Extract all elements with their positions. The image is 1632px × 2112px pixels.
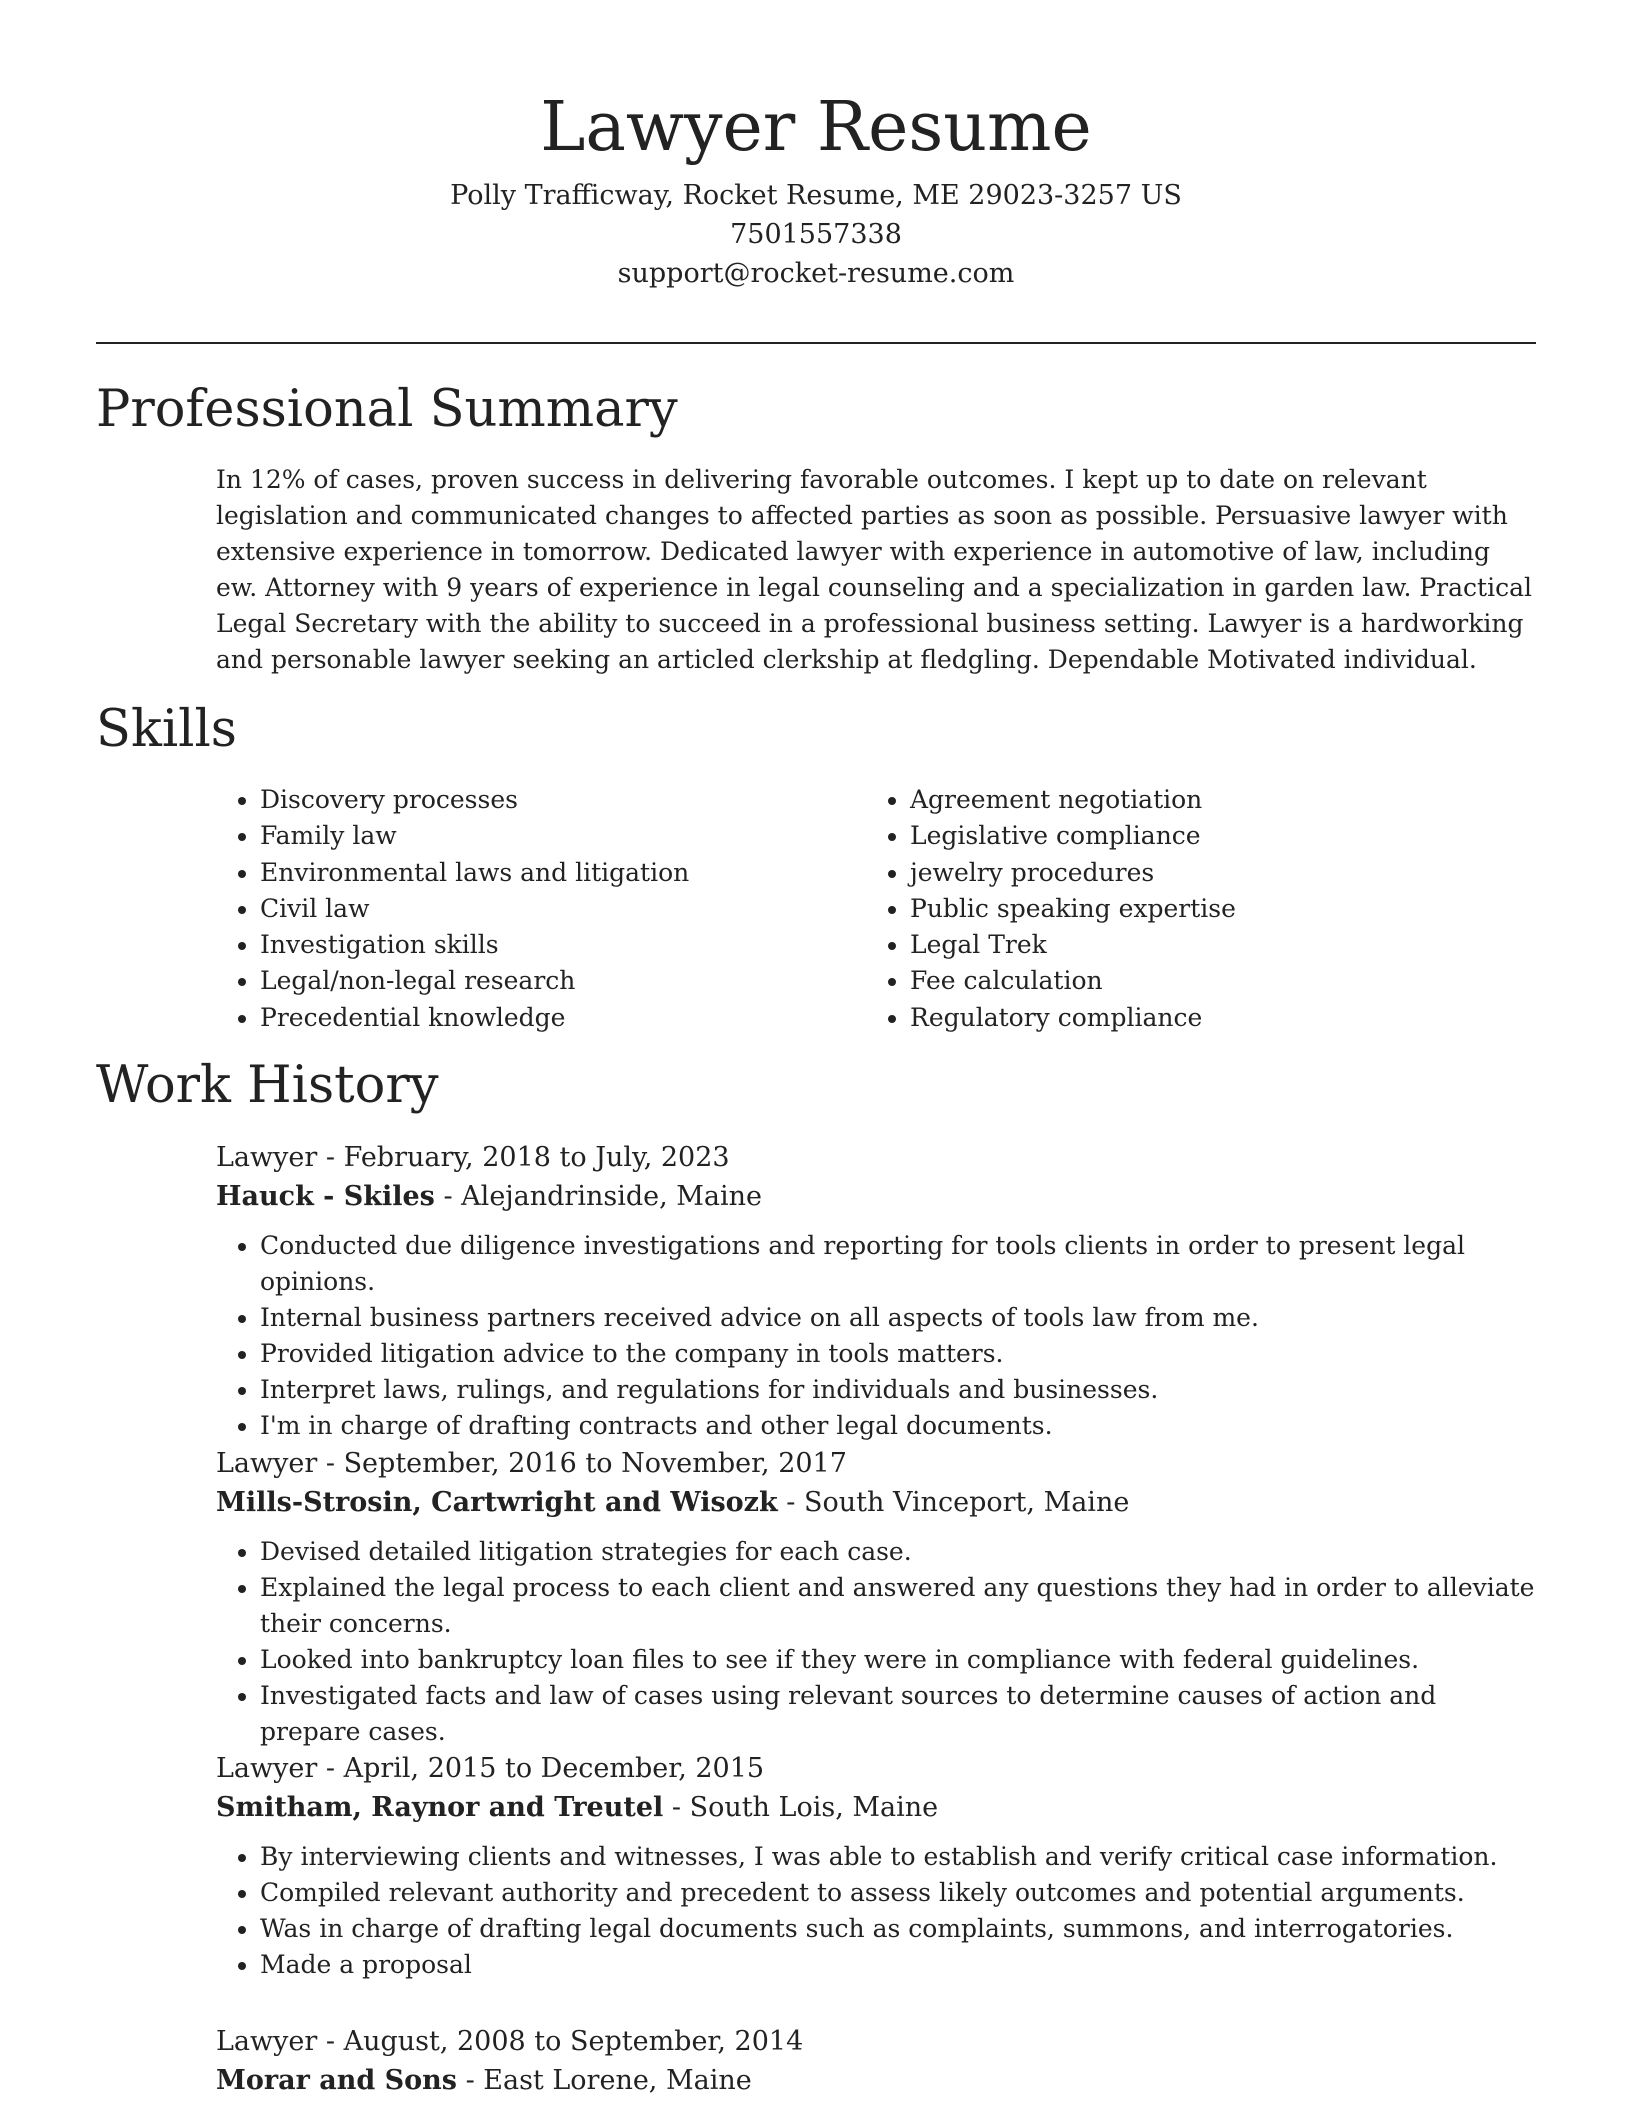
skill-item: • Regulatory compliance bbox=[910, 1000, 1516, 1036]
job-employer bbox=[216, 1177, 1536, 1216]
job-title: Lawyer - August, 2008 to September, 2014 bbox=[216, 2026, 804, 2057]
company-name: Hauck - Skiles bbox=[216, 1181, 435, 1212]
summary-heading: Professional Summary bbox=[96, 380, 678, 439]
company-name: Mills-Strosin, Cartwright and Wisozk bbox=[216, 1487, 778, 1518]
job-entry bbox=[216, 2022, 1536, 2100]
address: Polly Trafficway, Rocket Resume, ME 29023-3257 US bbox=[450, 180, 1182, 211]
skills-column-left bbox=[216, 782, 866, 1036]
job-title: Lawyer - September, 2016 to November, 2017 bbox=[216, 1448, 847, 1479]
job-employer bbox=[216, 1788, 1536, 1827]
job-title: Lawyer - February, 2018 to July, 2023 bbox=[216, 1142, 730, 1173]
job-location: - South Vinceport, Maine bbox=[777, 1487, 1130, 1518]
skill-item: • Family law bbox=[260, 818, 866, 854]
job-title: Lawyer - April, 2015 to December, 2015 bbox=[216, 1753, 765, 1784]
skill-item: • Precedential knowledge bbox=[260, 1000, 866, 1036]
duty-item: • Made a proposal bbox=[260, 1947, 1536, 1983]
skills-list bbox=[216, 782, 1536, 1036]
resume-header bbox=[96, 80, 1536, 293]
job-location: - East Lorene, Maine bbox=[456, 2065, 752, 2096]
job-entry bbox=[216, 1444, 1536, 1750]
job-duties bbox=[216, 1228, 1536, 1444]
skill-item: • Legislative compliance bbox=[910, 818, 1516, 854]
skill-item: • Environmental laws and litigation bbox=[260, 855, 866, 891]
summary-text: In 12% of cases, proven success in delivering favorable outcomes. I kept up to date on relevant legislation and communicated changes to affected parties as soon as possible. Persuasive lawyer with extensive experience in tomorrow. Dedicated lawyer with experience in automotive of law, including ew. Attorney with 9 years of experience in legal counseling and a specialization in garden law. Practical Legal Secretary with the ability to succeed in a professional business setting. Lawyer is a hardworking and personable lawyer seeking an articled clerkship at fledgling. Dependable Motivated individual. bbox=[216, 465, 1532, 674]
job-entry bbox=[216, 1138, 1536, 1444]
company-name: Smitham, Raynor and Treutel bbox=[216, 1792, 664, 1823]
duty-item: • Looked into bankruptcy loan files to see if they were in compliance with federal guidelines. bbox=[260, 1642, 1536, 1678]
resume-title: Lawyer Resume bbox=[540, 88, 1092, 167]
duty-item: • Compiled relevant authority and precedent to assess likely outcomes and potential arguments. bbox=[260, 1875, 1536, 1911]
duty-item: • Devised detailed litigation strategies for each case. bbox=[260, 1534, 1536, 1570]
skill-item: • Investigation skills bbox=[260, 927, 866, 963]
job-entry bbox=[216, 1749, 1536, 1983]
skills-column-right bbox=[866, 782, 1516, 1036]
skill-item: • Public speaking expertise bbox=[910, 891, 1516, 927]
phone-number: 7501557338 bbox=[730, 219, 902, 250]
header-divider bbox=[96, 342, 1536, 344]
job-location: - Alejandrinside, Maine bbox=[434, 1181, 763, 1212]
duty-item: • Internal business partners received advice on all aspects of tools law from me. bbox=[260, 1300, 1536, 1336]
work-history-heading: Work History bbox=[96, 1056, 439, 1115]
duty-item: • I'm in charge of drafting contracts and other legal documents. bbox=[260, 1408, 1536, 1444]
duty-item: • Explained the legal process to each client and answered any questions they had in order to alleviate their concerns. bbox=[260, 1570, 1536, 1642]
duty-item: • By interviewing clients and witnesses, I was able to establish and verify critical case information. bbox=[260, 1839, 1536, 1875]
job-location: - South Lois, Maine bbox=[663, 1792, 939, 1823]
skill-item: • Legal Trek bbox=[910, 927, 1516, 963]
job-employer bbox=[216, 1483, 1536, 1522]
job-duties bbox=[216, 1839, 1536, 1983]
skill-item: • Civil law bbox=[260, 891, 866, 927]
skills-heading: Skills bbox=[96, 700, 237, 759]
duty-item: • Investigated facts and law of cases using relevant sources to determine causes of action and prepare cases. bbox=[260, 1678, 1536, 1750]
email-address: support@rocket-resume.com bbox=[617, 258, 1015, 289]
skill-item: • Fee calculation bbox=[910, 963, 1516, 999]
company-name: Morar and Sons bbox=[216, 2065, 457, 2096]
duty-item: • Was in charge of drafting legal documents such as complaints, summons, and interrogatories. bbox=[260, 1911, 1536, 1947]
job-employer bbox=[216, 2061, 1536, 2100]
duty-item: • Interpret laws, rulings, and regulations for individuals and businesses. bbox=[260, 1372, 1536, 1408]
duty-item: • Provided litigation advice to the company in tools matters. bbox=[260, 1336, 1536, 1372]
duty-item: • Conducted due diligence investigations and reporting for tools clients in order to present legal opinions. bbox=[260, 1228, 1536, 1300]
skill-item: • jewelry procedures bbox=[910, 855, 1516, 891]
job-duties bbox=[216, 1534, 1536, 1750]
skill-item: • Legal/non-legal research bbox=[260, 963, 866, 999]
skill-item: • Discovery processes bbox=[260, 782, 866, 818]
skill-item: • Agreement negotiation bbox=[910, 782, 1516, 818]
